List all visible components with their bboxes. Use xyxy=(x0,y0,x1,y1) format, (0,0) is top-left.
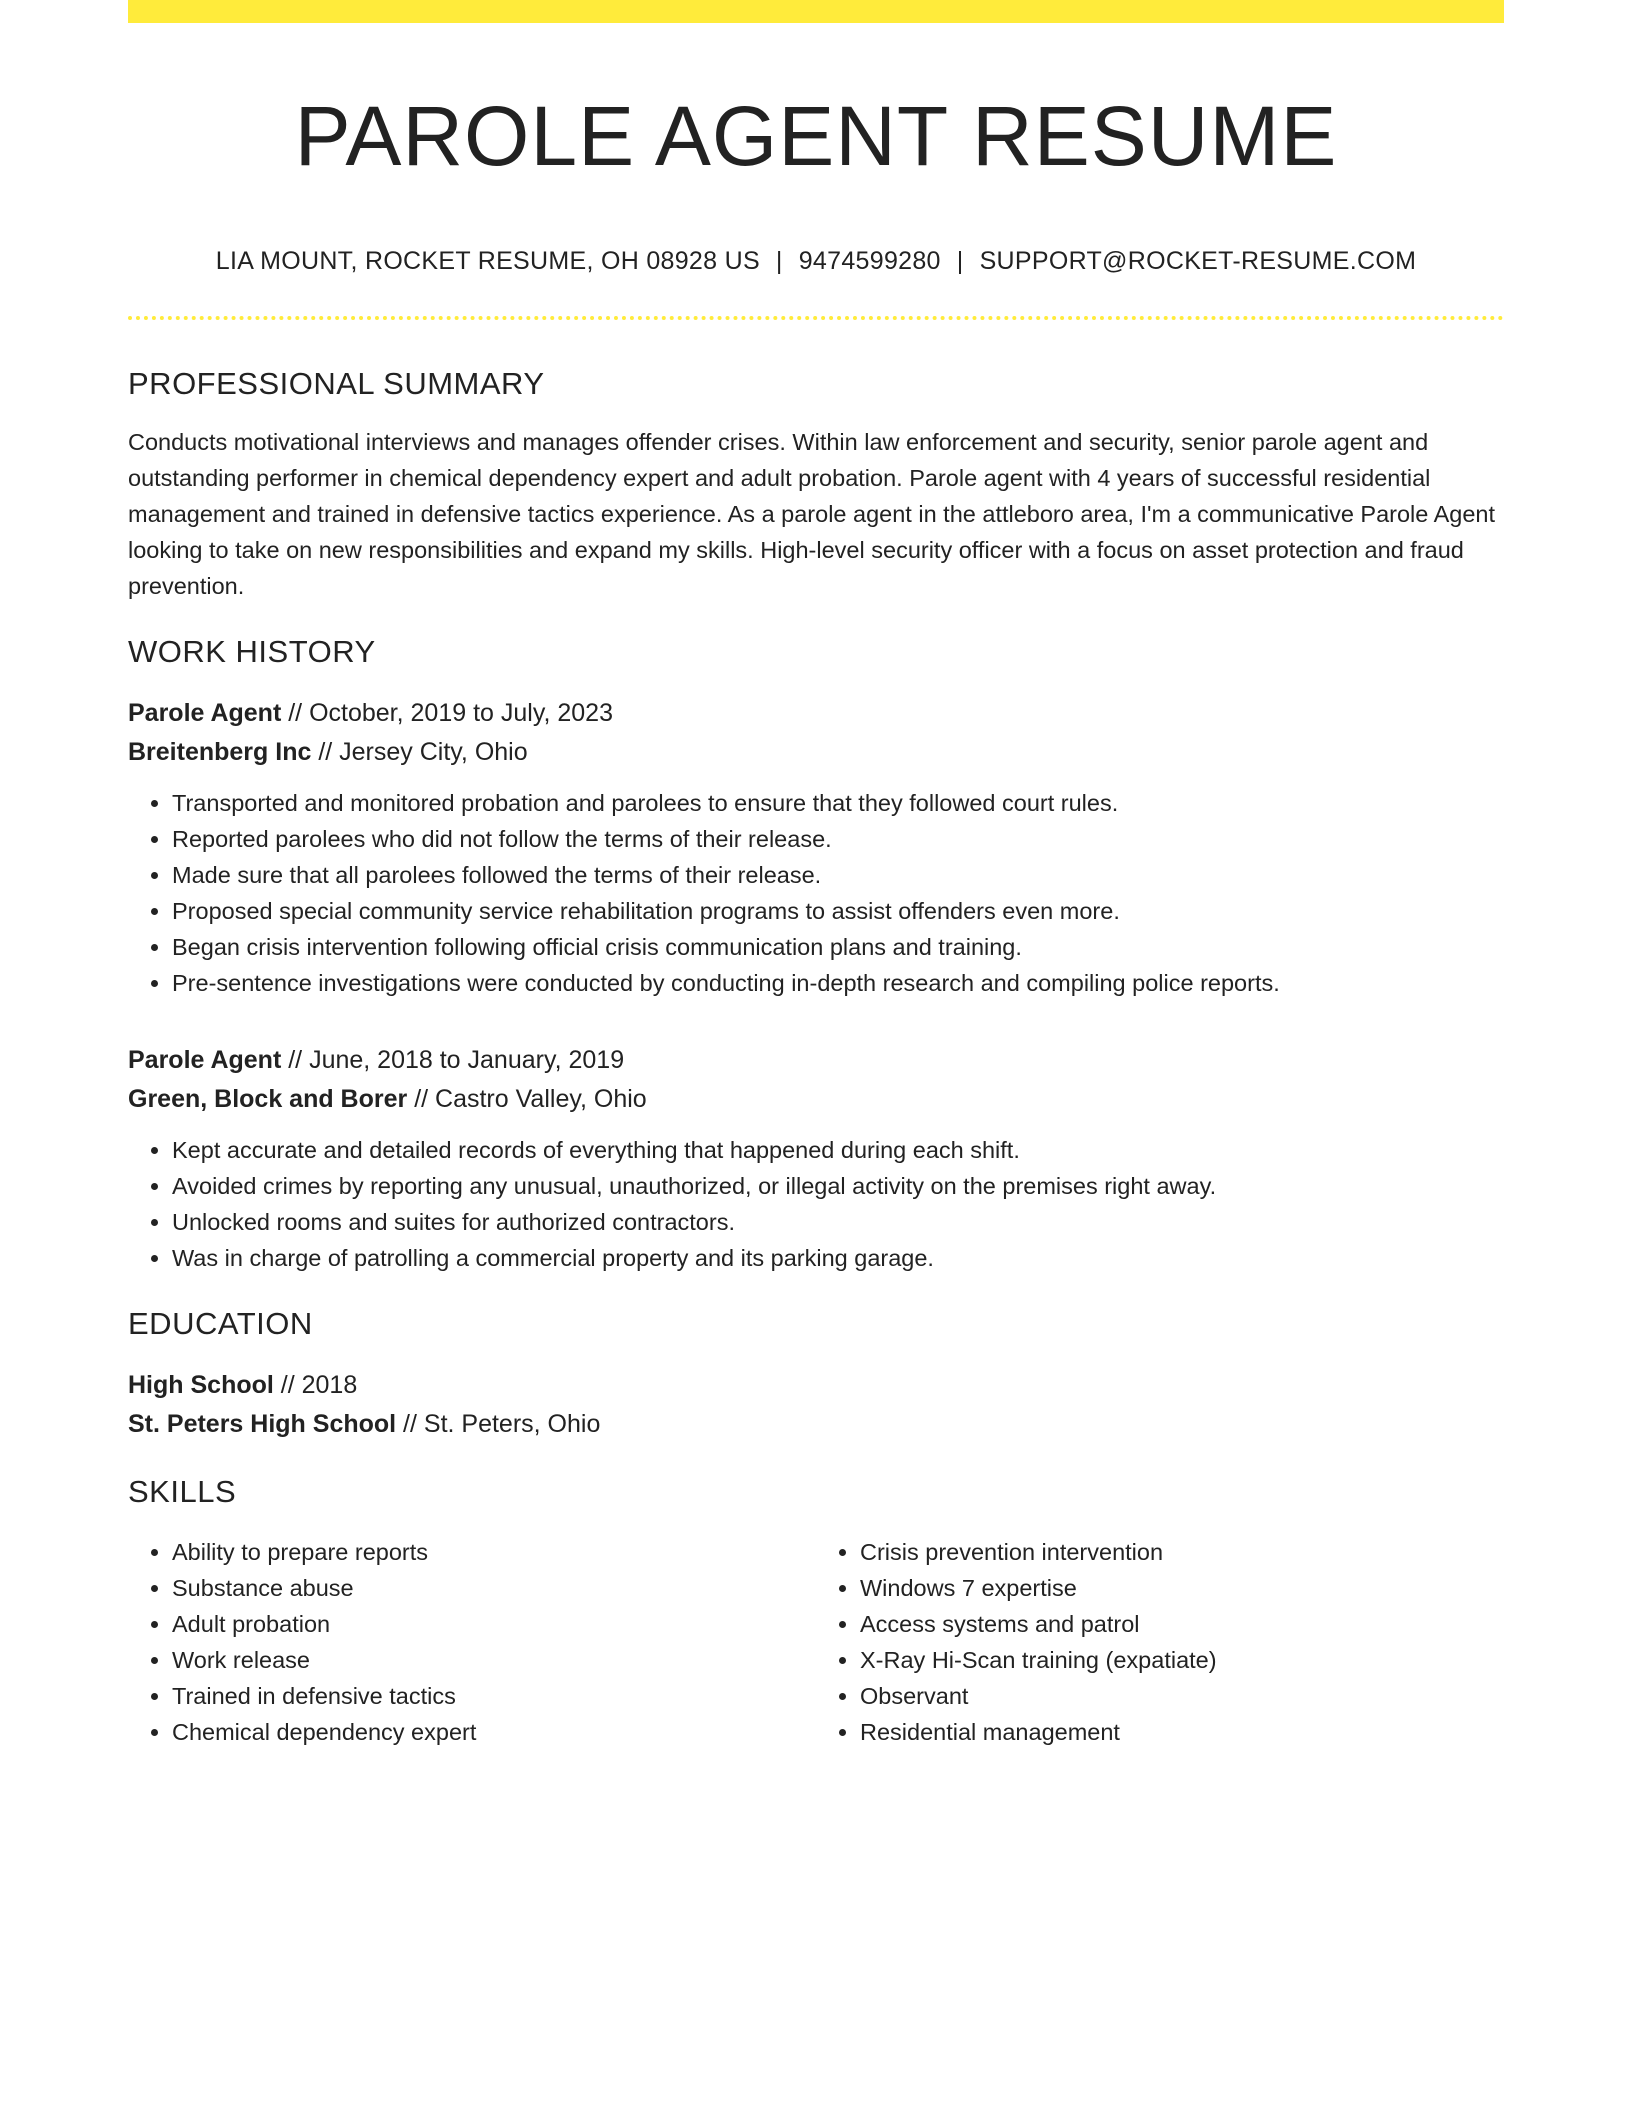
list-item: • Access systems and patrol xyxy=(860,1606,1504,1642)
resume-page xyxy=(128,0,1504,1750)
contact-line xyxy=(128,246,1504,276)
list-item: • Chemical dependency expert xyxy=(172,1714,816,1750)
job-company: Green, Block and Borer xyxy=(128,1085,408,1113)
list-item: • Was in charge of patrolling a commercial property and its parking garage. xyxy=(172,1240,1504,1276)
work-history-heading: WORK HISTORY xyxy=(128,634,376,669)
list-item: • Work release xyxy=(172,1642,816,1678)
education-school: St. Peters High School xyxy=(128,1410,397,1438)
job-duties-list xyxy=(128,1132,1504,1276)
list-item: • Ability to prepare reports xyxy=(172,1534,816,1570)
contact-address: LIA MOUNT, ROCKET RESUME, OH 08928 US xyxy=(215,247,760,275)
education-degree: High School xyxy=(128,1371,274,1399)
job-location: // Jersey City, Ohio xyxy=(311,738,528,766)
list-item: • X-Ray Hi-Scan training (expatiate) xyxy=(860,1642,1504,1678)
education-degree-line xyxy=(128,1366,1504,1405)
list-item: • Kept accurate and detailed records of everything that happened during each shift. xyxy=(172,1132,1504,1168)
list-item: • Began crisis intervention following official crisis communication plans and training. xyxy=(172,929,1504,965)
list-item: • Residential management xyxy=(860,1714,1504,1750)
job-company-line xyxy=(128,733,1504,772)
list-item: • Unlocked rooms and suites for authorized contractors. xyxy=(172,1204,1504,1240)
list-item: • Reported parolees who did not follow the terms of their release. xyxy=(172,821,1504,857)
summary-heading: PROFESSIONAL SUMMARY xyxy=(128,366,545,401)
accent-top-bar xyxy=(128,0,1504,23)
job-title-line xyxy=(128,1041,1504,1080)
job-dates: // June, 2018 to January, 2019 xyxy=(281,1046,625,1074)
list-item: • Crisis prevention intervention xyxy=(860,1534,1504,1570)
education-heading: EDUCATION xyxy=(128,1306,313,1341)
contact-separator: | xyxy=(775,247,783,275)
list-item: • Windows 7 expertise xyxy=(860,1570,1504,1606)
job-title-line xyxy=(128,694,1504,733)
education-school-line xyxy=(128,1405,1504,1444)
list-item: • Pre-sentence investigations were conducted by conducting in-depth research and compiling police reports. xyxy=(172,965,1504,1001)
list-item: • Trained in defensive tactics xyxy=(172,1678,816,1714)
contact-separator: | xyxy=(956,247,964,275)
contact-email: SUPPORT@ROCKET-RESUME.COM xyxy=(979,247,1417,275)
list-item: • Transported and monitored probation and parolees to ensure that they followed court rules. xyxy=(172,785,1504,821)
education-entry xyxy=(128,1366,1504,1444)
skills-columns xyxy=(128,1534,1504,1750)
job-title: Parole Agent xyxy=(128,1046,282,1074)
job-duties-list xyxy=(128,785,1504,1001)
list-item: • Observant xyxy=(860,1678,1504,1714)
list-item: • Substance abuse xyxy=(172,1570,816,1606)
job-entry xyxy=(128,1041,1504,1276)
job-entry xyxy=(128,694,1504,1001)
summary-text: Conducts motivational interviews and manages offender crises. Within law enforcement and security, senior parole agent and outstanding performer in chemical dependency expert and adult probation. Parole agent with 4 years of successful residential management and trained in defensive tactics experience. As a parole agent in the attleboro area, I'm a communicative Parole Agent looking to take on new responsibilities and expand my skills. High-level security officer with a focus on asset protection and fraud prevention. xyxy=(128,429,1495,599)
education-year: // 2018 xyxy=(273,1371,358,1399)
job-title: Parole Agent xyxy=(128,699,282,727)
skills-list-left xyxy=(128,1534,816,1750)
job-company-line xyxy=(128,1080,1504,1119)
resume-title: PAROLE AGENT RESUME xyxy=(294,89,1338,183)
list-item: • Proposed special community service rehabilitation programs to assist offenders even more. xyxy=(172,893,1504,929)
job-location: // Castro Valley, Ohio xyxy=(407,1085,647,1113)
education-location: // St. Peters, Ohio xyxy=(396,1410,601,1438)
list-item: • Adult probation xyxy=(172,1606,816,1642)
contact-phone: 9474599280 xyxy=(798,247,941,275)
job-dates: // October, 2019 to July, 2023 xyxy=(281,699,613,727)
list-item: • Made sure that all parolees followed the terms of their release. xyxy=(172,857,1504,893)
dotted-divider xyxy=(128,316,1504,320)
job-company: Breitenberg Inc xyxy=(128,738,312,766)
skills-list-right xyxy=(816,1534,1504,1750)
skills-heading: SKILLS xyxy=(128,1474,237,1509)
list-item: • Avoided crimes by reporting any unusual, unauthorized, or illegal activity on the premises right away. xyxy=(172,1168,1504,1204)
